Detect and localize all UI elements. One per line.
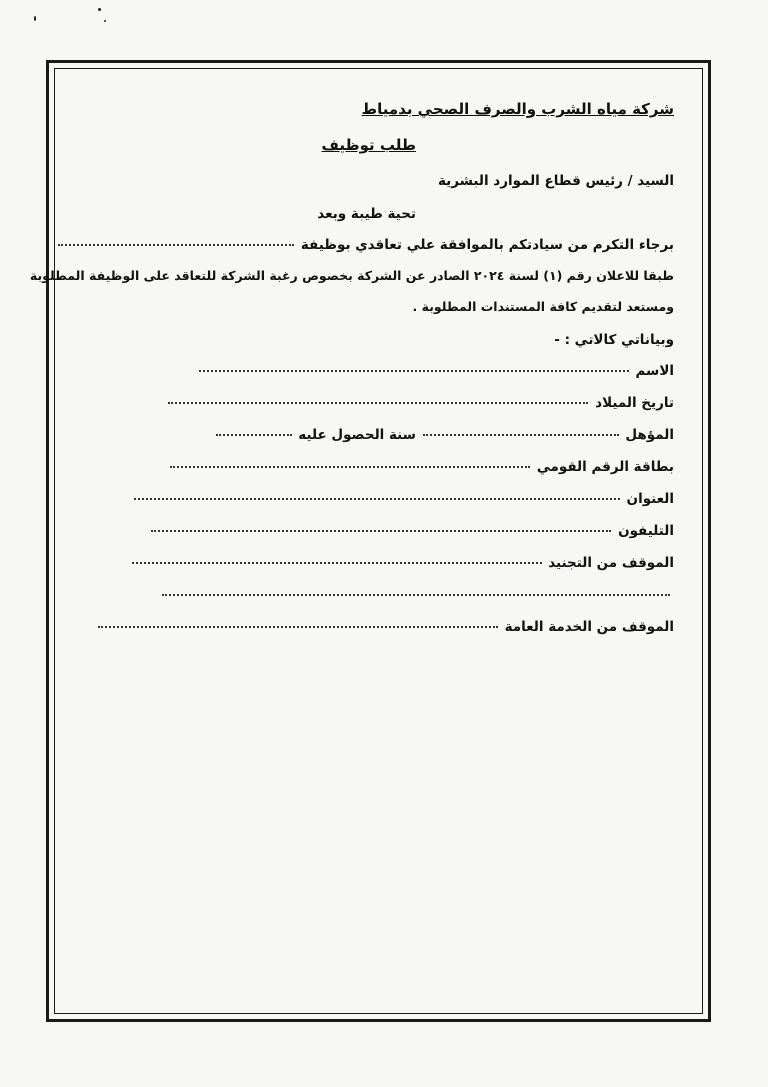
request-text: برجاء التكرم من سيادتكم بالموافقة علي تعاقدي بوظيفة — [300, 237, 674, 253]
request-line — [56, 236, 674, 254]
name-label: الاسم — [635, 363, 674, 379]
military-status-extra-blank[interactable] — [162, 594, 670, 596]
military-status-extra-row — [160, 586, 672, 604]
phone-label: التليفون — [618, 523, 674, 539]
military-status-label: الموقف من التجنيد — [548, 555, 674, 571]
public-service-row — [96, 618, 674, 636]
birth-date-row — [166, 394, 674, 412]
announcement-line-1: طبقا للاعلان رقم (١) لسنة ٢٠٢٤ الصادر عن الشركة بخصوص رغبة الشركة للتعاقد على الوظيفة المطلوبة — [29, 268, 674, 283]
birth-date-label: تاريخ الميلاد — [595, 395, 674, 411]
phone-blank[interactable] — [151, 530, 611, 532]
scan-speck — [104, 20, 106, 22]
form-subject: طلب توظيف — [321, 136, 416, 154]
national-id-row — [168, 458, 674, 476]
scan-speck — [98, 8, 101, 11]
graduation-year-label: سنة الحصول عليه — [298, 427, 416, 443]
address-blank[interactable] — [134, 498, 620, 500]
qualification-blank[interactable] — [423, 434, 619, 436]
name-row — [197, 362, 674, 380]
greeting: تحية طيبة وبعد — [317, 206, 416, 222]
announcement-line-2: ومستعد لتقديم كافة المستندات المطلوبة . — [412, 299, 674, 314]
phone-row — [149, 522, 674, 540]
job-title-blank[interactable] — [58, 244, 294, 246]
qualification-label: المؤهل — [625, 427, 674, 443]
public-service-blank[interactable] — [98, 626, 498, 628]
military-status-row — [130, 554, 675, 572]
details-intro: وبياناتي كالاتي : - — [554, 332, 674, 348]
address-row — [132, 490, 674, 508]
qualification-row — [214, 426, 674, 444]
national-id-label: بطاقة الرقم القومي — [536, 459, 674, 475]
public-service-label: الموقف من الخدمة العامة — [504, 619, 674, 635]
company-name: شركة مياه الشرب والصرف الصحي بدمياط — [361, 100, 674, 118]
military-status-blank[interactable] — [132, 562, 542, 564]
graduation-year-blank[interactable] — [216, 434, 292, 436]
name-blank[interactable] — [199, 370, 629, 372]
national-id-blank[interactable] — [170, 466, 530, 468]
addressee: السيد / رئيس قطاع الموارد البشرية — [437, 173, 674, 189]
scan-speck — [34, 16, 36, 21]
address-label: العنوان — [626, 491, 674, 507]
birth-date-blank[interactable] — [168, 402, 588, 404]
